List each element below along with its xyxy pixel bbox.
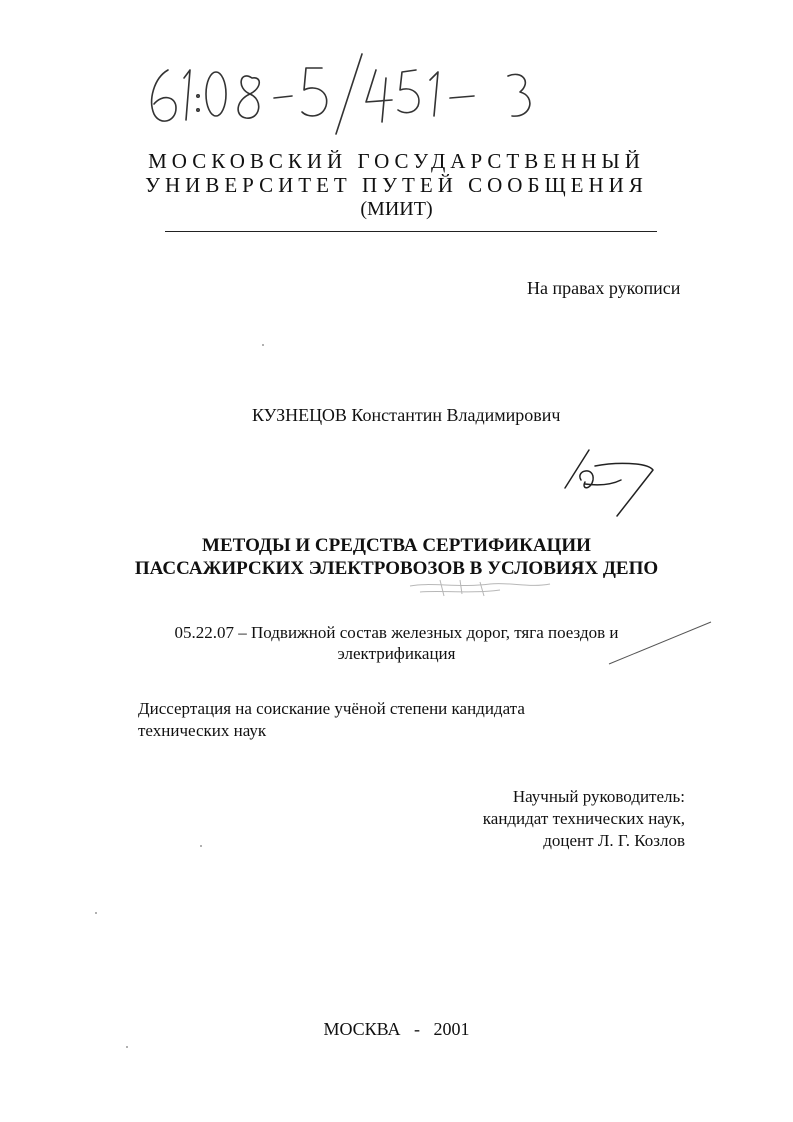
city-year: МОСКВА - 2001	[323, 1019, 470, 1039]
dissertation-title-line-1: МЕТОДЫ И СРЕДСТВА СЕРТИФИКАЦИИ	[202, 535, 591, 556]
institution-line-1: МОСКОВСКИЙ ГОСУДАРСТВЕННЫЙ	[148, 149, 645, 173]
rights-note: На правах рукописи	[527, 278, 681, 298]
scan-speck	[200, 845, 202, 847]
supervisor-degree: кандидат технических наук,	[482, 809, 685, 828]
supervisor-label: Научный руководитель:	[512, 787, 685, 806]
pencil-stroke	[605, 618, 715, 668]
stamp-smudge	[400, 572, 560, 600]
thesis-line-1: Диссертация на соискание учёной степени кандидата	[138, 699, 525, 718]
scan-speck	[126, 1046, 128, 1048]
supervisor-name: доцент Л. Г. Козлов	[543, 831, 685, 850]
institution-line-2: УНИВЕРСИТЕТ ПУТЕЙ СООБЩЕНИЯ	[145, 173, 648, 197]
specialty-line-1: 05.22.07 – Подвижной состав железных дорог, тяга поездов и	[174, 623, 619, 642]
header-divider	[165, 231, 657, 232]
dissertation-title-line-2: ПАССАЖИРСКИХ ЭЛЕКТРОВОЗОВ В УСЛОВИЯХ ДЕПО	[134, 558, 659, 579]
thesis-line-2: технических наук	[138, 721, 267, 740]
handwritten-archive-code	[140, 48, 560, 138]
author-name: КУЗНЕЦОВ Константин Владимирович	[252, 405, 561, 425]
institution-abbreviation: (МИИТ)	[360, 198, 433, 220]
specialty-line-2: электрификация	[337, 644, 456, 663]
scan-speck	[95, 912, 97, 914]
scan-speck	[262, 344, 264, 346]
signature	[555, 440, 665, 520]
